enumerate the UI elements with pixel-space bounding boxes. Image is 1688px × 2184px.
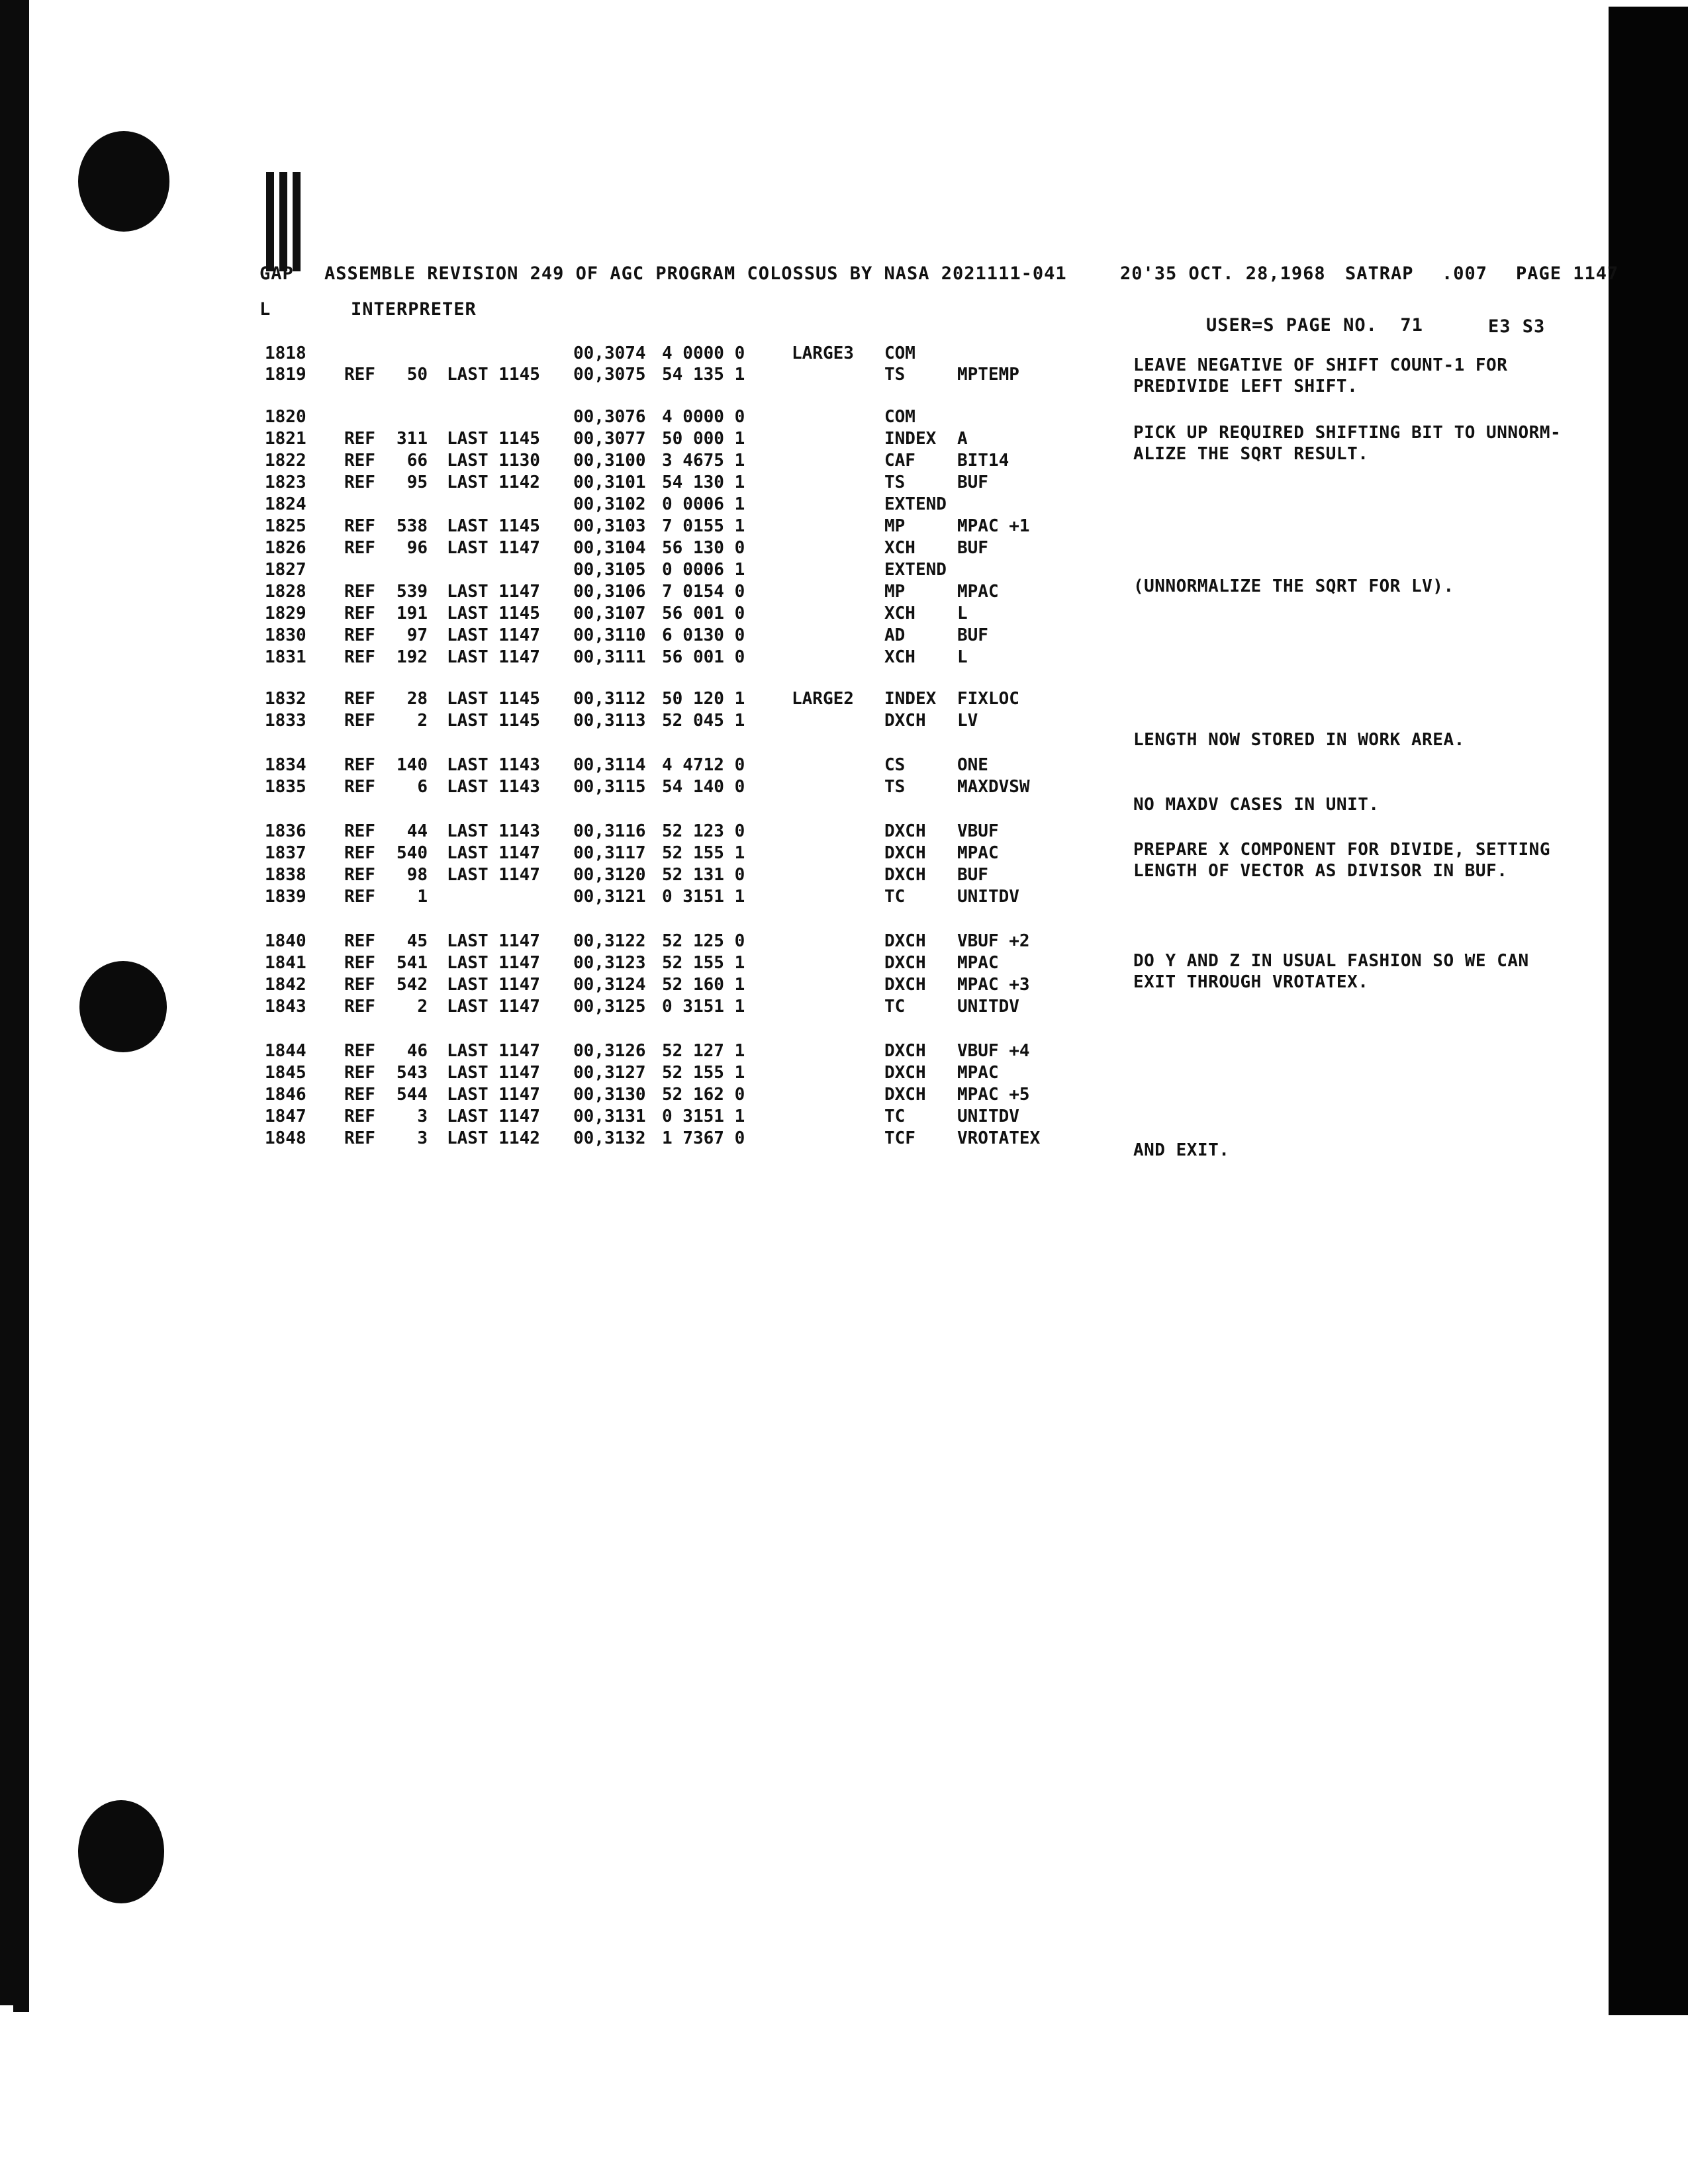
punch-hole-middle — [79, 961, 167, 1052]
page-number: PAGE 1147 — [1516, 263, 1619, 284]
log-section-letter: L — [259, 299, 271, 320]
punch-hole-bottom — [78, 1800, 164, 1903]
comment-line: LENGTH OF VECTOR AS DIVISOR IN BUF. — [1133, 861, 1508, 881]
user-page-number: USER=S PAGE NO. 71 — [1206, 315, 1423, 336]
comment-line: EXIT THROUGH VROTATEX. — [1133, 972, 1369, 992]
program-tag: SATRAP — [1345, 263, 1414, 284]
comment-line: NO MAXDV CASES IN UNIT. — [1133, 795, 1380, 815]
version-number: .007 — [1442, 263, 1488, 284]
scan-right-edge — [1609, 7, 1688, 2015]
scan-left-edge-gap — [0, 2005, 13, 2184]
comment-line: DO Y AND Z IN USUAL FASHION SO WE CAN — [1133, 951, 1529, 971]
comment-line: LEAVE NEGATIVE OF SHIFT COUNT-1 FOR — [1133, 355, 1508, 375]
comment-line: ALIZE THE SQRT RESULT. — [1133, 444, 1369, 464]
page-title: ASSEMBLE REVISION 249 OF AGC PROGRAM COLOSSUS BY NASA 2021111-041 — [324, 263, 1067, 284]
comment-line: LENGTH NOW STORED IN WORK AREA. — [1133, 730, 1465, 750]
gap-mark: GAP — [259, 263, 294, 284]
comment-line: AND EXIT. — [1133, 1140, 1230, 1160]
printer-bar-mark — [266, 172, 306, 271]
section-title: INTERPRETER — [351, 299, 477, 320]
comment-line: PREPARE X COMPONENT FOR DIVIDE, SETTING — [1133, 840, 1550, 860]
comment-line: PICK UP REQUIRED SHIFTING BIT TO UNNORM- — [1133, 423, 1562, 443]
bank-indicator: E3 S3 — [1488, 316, 1546, 337]
punch-hole-top — [78, 131, 169, 232]
print-datetime: 20'35 OCT. 28,1968 — [1120, 263, 1326, 284]
comment-line: (UNNORMALIZE THE SQRT FOR LV). — [1133, 576, 1454, 596]
scan-left-edge — [0, 0, 29, 2012]
comment-line: PREDIVIDE LEFT SHIFT. — [1133, 377, 1358, 396]
